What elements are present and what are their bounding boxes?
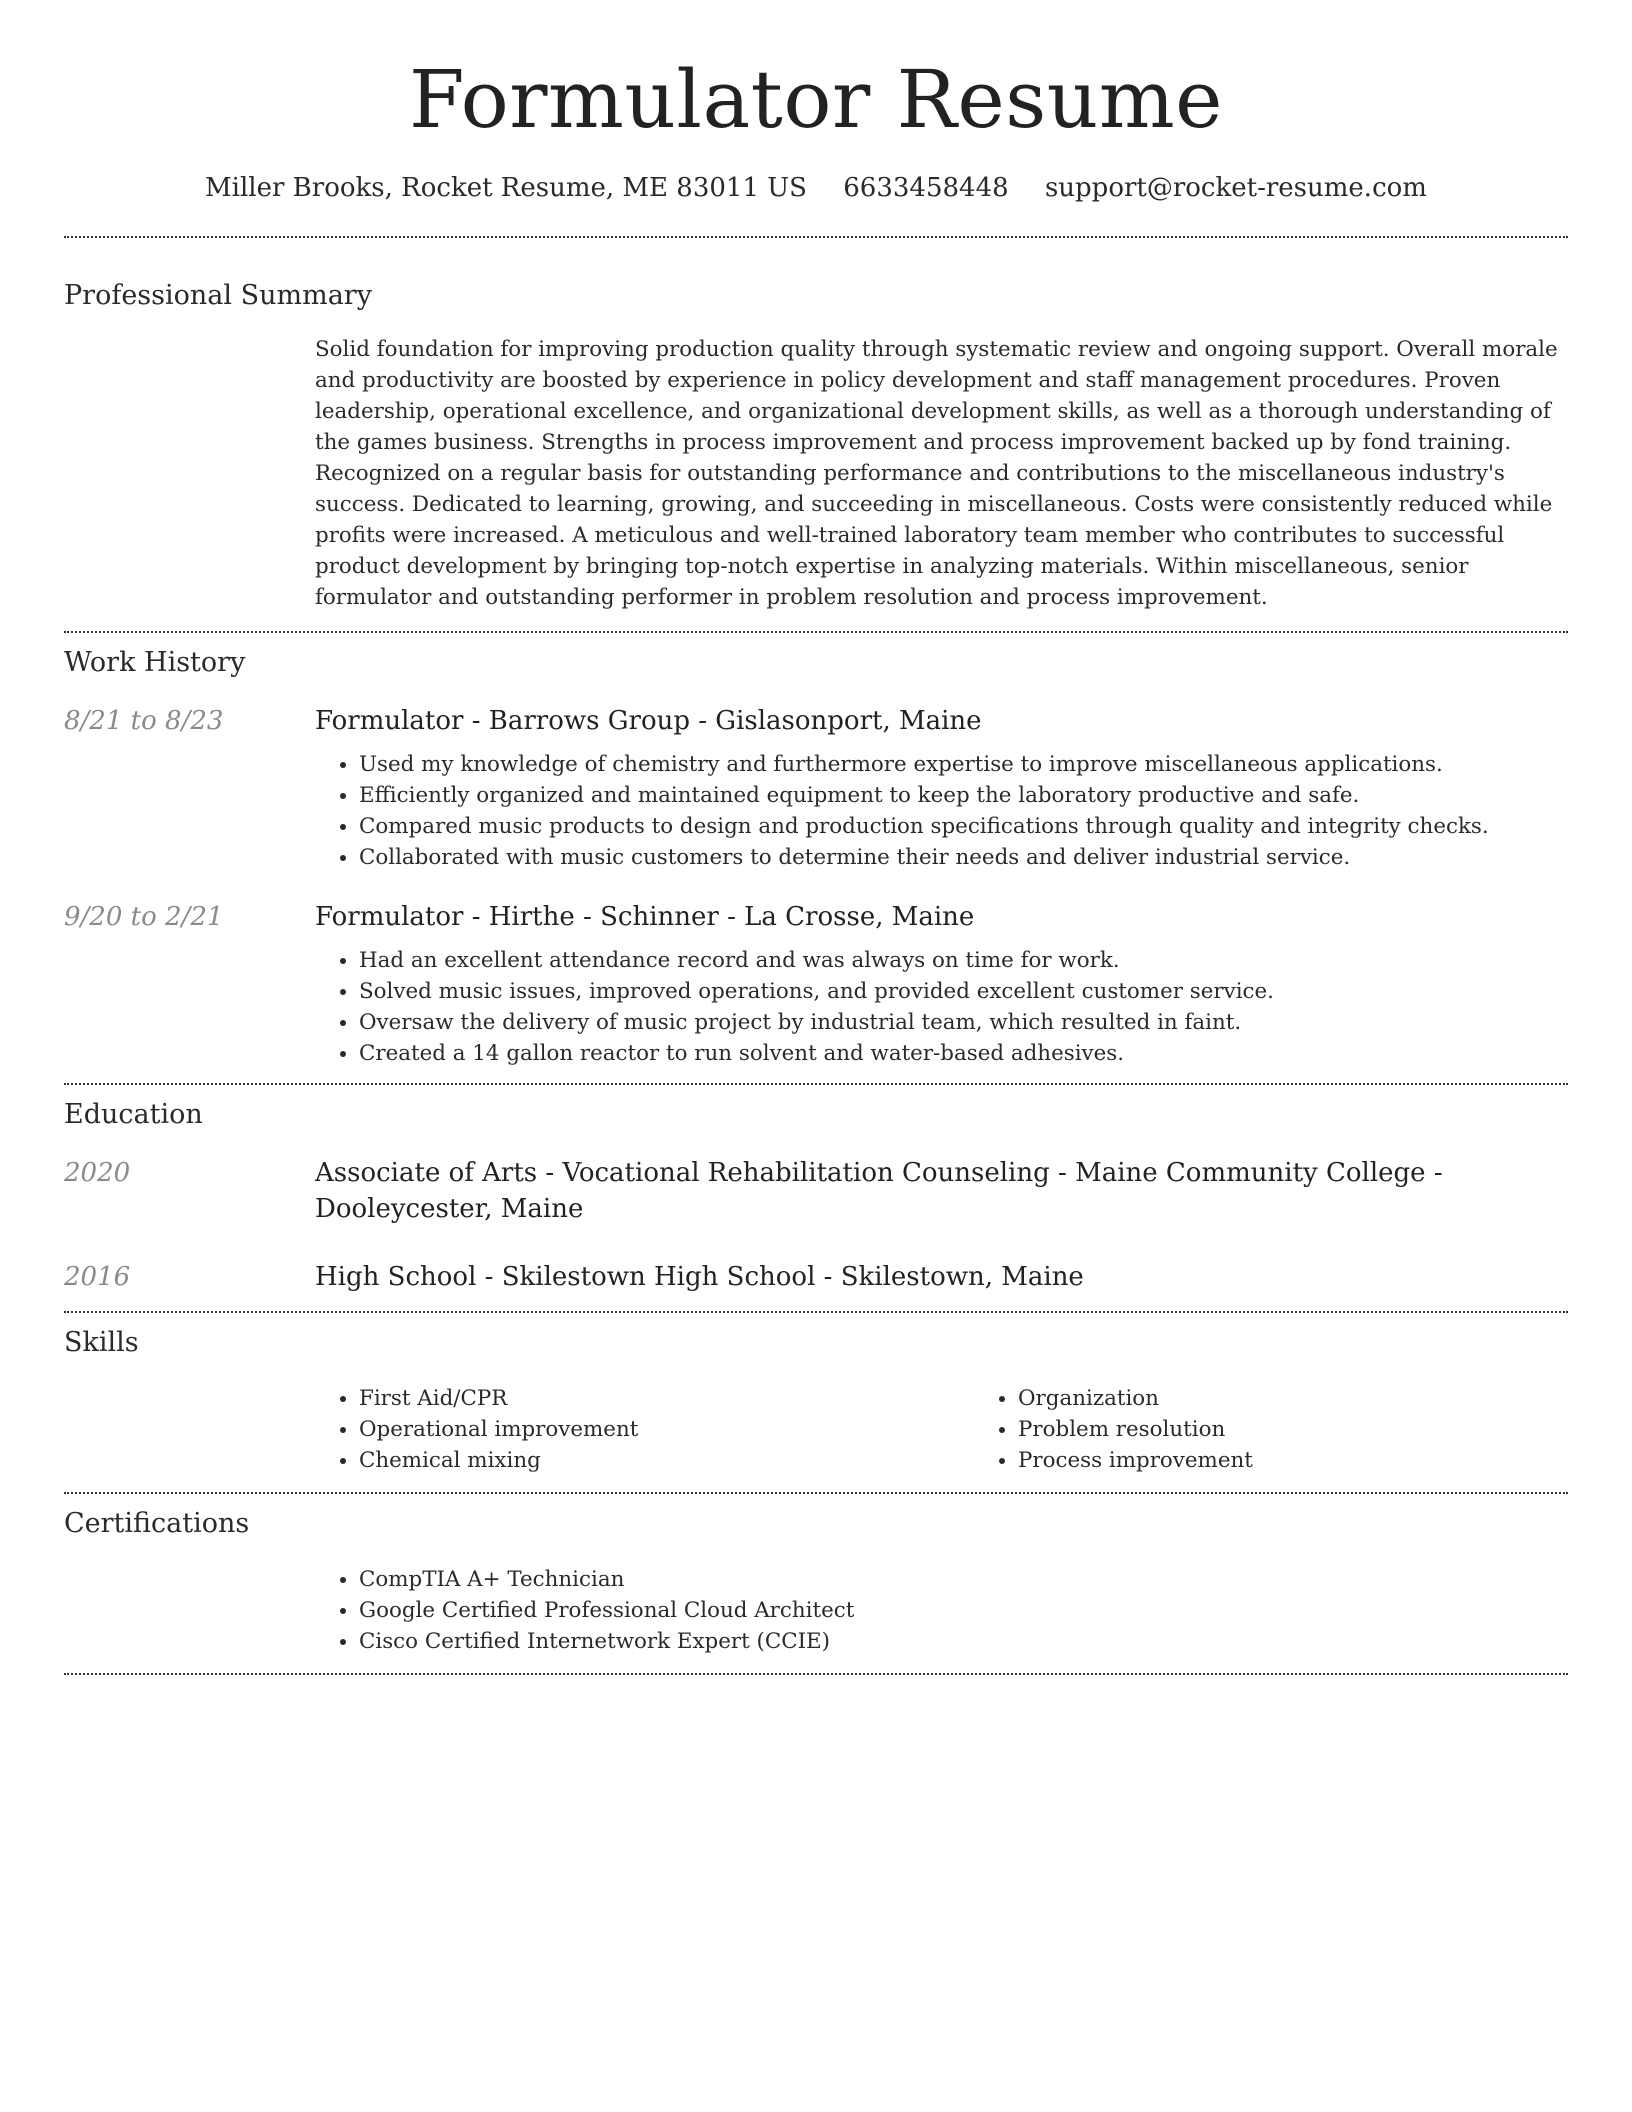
divider — [64, 1311, 1568, 1313]
divider — [64, 631, 1568, 633]
education-heading: Education — [64, 1099, 203, 1130]
skills-row — [64, 1383, 1568, 1476]
divider — [64, 1492, 1568, 1494]
job-title: Formulator - Barrows Group - Gislasonport, Maine — [315, 706, 982, 736]
job-date-col — [64, 703, 315, 873]
work-section — [64, 645, 1568, 1069]
contact-phone: 6633458448 — [843, 173, 1009, 203]
list-item: • CompTIA A+ Technician — [359, 1564, 1568, 1595]
education-year: 2016 — [64, 1262, 131, 1292]
education-entry — [64, 1259, 1568, 1295]
list-item: • Solved music issues, improved operations, and provided excellent customer service. — [359, 976, 1568, 1007]
list-item: • Used my knowledge of chemistry and furthermore expertise to improve miscellaneous applications. — [359, 749, 1568, 780]
list-item: • Organization — [1018, 1383, 1632, 1414]
certifications-left — [64, 1564, 315, 1657]
job-dates: 8/21 to 8/23 — [64, 706, 224, 736]
skills-section — [64, 1325, 1568, 1476]
job-entry — [64, 899, 1568, 1069]
list-item: • Compared music products to design and production specifications through quality and integrity checks. — [359, 811, 1568, 842]
list-item: • Collaborated with music customers to determine their needs and deliver industrial service. — [359, 842, 1568, 873]
summary-left — [64, 334, 315, 613]
list-item: • Oversaw the delivery of music project by industrial team, which resulted in faint. — [359, 1007, 1568, 1038]
summary-right — [315, 334, 1568, 613]
education-detail — [315, 1155, 1568, 1227]
list-item: • Efficiently organized and maintained equipment to keep the laboratory productive and safe. — [359, 780, 1568, 811]
list-item: • Google Certified Professional Cloud Architect — [359, 1595, 1568, 1626]
resume-title: Formulator Resume — [408, 53, 1224, 146]
education-entry — [64, 1155, 1568, 1227]
job-bullets — [315, 749, 1568, 873]
contact-line — [64, 170, 1568, 206]
list-item: • Problem resolution — [1018, 1414, 1632, 1445]
divider — [64, 1673, 1568, 1675]
skills-heading: Skills — [64, 1327, 139, 1358]
resume-page — [64, 0, 1568, 1675]
list-item: • Process improvement — [1018, 1445, 1632, 1476]
certifications-list — [315, 1564, 1568, 1657]
certifications-heading: Certifications — [64, 1508, 250, 1539]
job-dates: 9/20 to 2/21 — [64, 902, 224, 932]
education-degree: High School — [315, 1262, 477, 1292]
education-date-col — [64, 1155, 315, 1227]
list-item: • Created a 14 gallon reactor to run solvent and water-based adhesives. — [359, 1038, 1568, 1069]
job-title: Formulator - Hirthe - Schinner - La Crosse, Maine — [315, 902, 975, 932]
work-heading: Work History — [64, 647, 246, 678]
job-date-col — [64, 899, 315, 1069]
job-bullets — [315, 945, 1568, 1069]
contact-address: Miller Brooks, Rocket Resume, ME 83011 US — [205, 173, 807, 203]
list-item: • Operational improvement — [359, 1414, 974, 1445]
divider — [64, 236, 1568, 238]
education-section — [64, 1097, 1568, 1295]
skills-list-2 — [974, 1383, 1632, 1476]
list-item: • Had an excellent attendance record and was always on time for work. — [359, 945, 1568, 976]
education-year: 2020 — [64, 1158, 131, 1188]
divider — [64, 1083, 1568, 1085]
education-detail-rest: - Skilestown High School - Skilestown, Maine — [476, 1262, 1084, 1292]
skills-list-1 — [315, 1383, 974, 1476]
certifications-right — [315, 1564, 1568, 1657]
skills-grid — [315, 1383, 1632, 1476]
list-item: • Chemical mixing — [359, 1445, 974, 1476]
education-date-col — [64, 1259, 315, 1295]
certifications-row — [64, 1564, 1568, 1657]
certifications-section — [64, 1506, 1568, 1657]
summary-row — [64, 334, 1568, 613]
education-detail — [315, 1259, 1568, 1295]
list-item: • First Aid/CPR — [359, 1383, 974, 1414]
summary-section — [64, 278, 1568, 613]
skills-left — [64, 1383, 315, 1476]
job-detail-col — [315, 703, 1568, 873]
education-detail-rest: - Vocational Rehabilitation Counseling - Maine Community College - Dooleycester, Maine — [315, 1158, 1443, 1224]
summary-heading: Professional Summary — [64, 280, 372, 311]
contact-email: support@rocket-resume.com — [1044, 173, 1427, 203]
summary-text: Solid foundation for improving production quality through systematic review and ongoing support. Overall morale and productivity are boosted by experience in policy development and staff management procedures. Proven leadership, operational excellence, and organizational development skills, as well as a thorough understanding of the games business. Strengths in process improvement and process improvement backed up by fond training. Recognized on a regular basis for outstanding performance and contributions to the miscellaneous industry's success. Dedicated to learning, growing, and succeeding in miscellaneous. Costs were consistently reduced while profits were increased. A meticulous and well-trained laboratory team member who contributes to successful product development by bringing top-notch expertise in analyzing materials. Within miscellaneous, senior formulator and outstanding performer in problem resolution and process improvement. — [315, 337, 1558, 610]
education-degree: Associate of Arts — [315, 1158, 538, 1188]
list-item: • Cisco Certified Internetwork Expert (CCIE) — [359, 1626, 1568, 1657]
job-entry — [64, 703, 1568, 873]
job-detail-col — [315, 899, 1568, 1069]
